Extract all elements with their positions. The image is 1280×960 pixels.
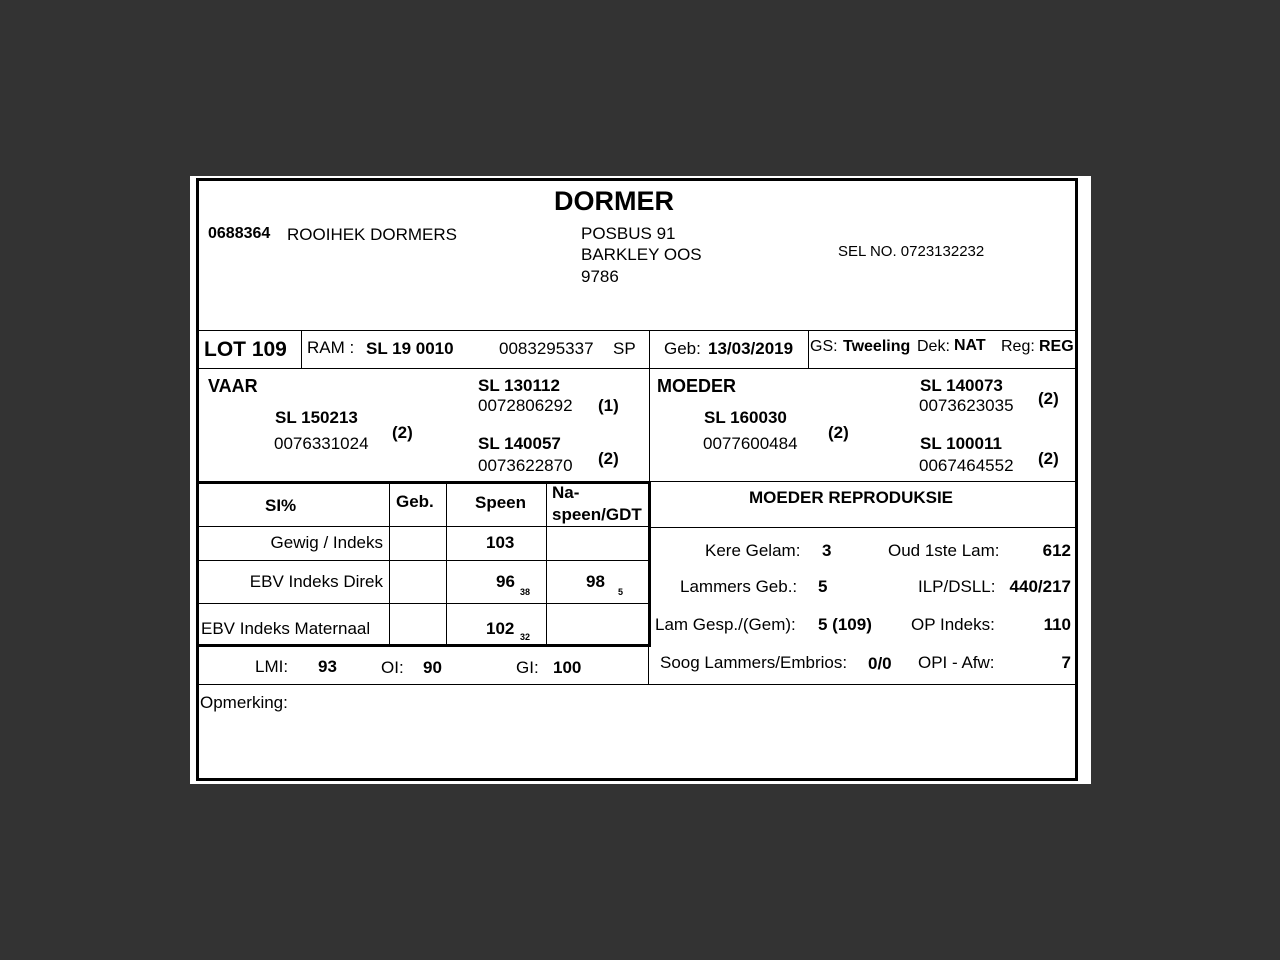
address-line-2: BARKLEY OOS xyxy=(581,245,702,264)
oud-1ste-lam-value: 612 xyxy=(1042,541,1071,560)
breeder-number: 0688364 xyxy=(208,225,271,242)
dek-label: Dek: xyxy=(917,338,950,355)
lammers-geb-value: 5 xyxy=(818,577,828,596)
divider xyxy=(199,603,649,604)
speen-accuracy: 38 xyxy=(520,587,531,597)
gi-value: 100 xyxy=(553,658,582,677)
speen-value: 96 xyxy=(496,572,515,591)
dam-sire-id: SL 140073 xyxy=(920,376,1003,395)
oi-value: 90 xyxy=(423,658,442,677)
row-label: Gewig / Indeks xyxy=(270,533,383,552)
divider xyxy=(199,330,1075,331)
divider xyxy=(389,481,390,645)
sire-sire-mark: (1) xyxy=(598,396,619,415)
opi-afw-value: 7 xyxy=(1061,653,1071,672)
divider xyxy=(649,368,650,481)
ilp-label: ILP/DSLL: xyxy=(918,577,996,596)
geb-header: Geb. xyxy=(396,492,434,511)
si-table-bottom xyxy=(199,644,651,647)
sel-number: SEL NO. 0723132232 xyxy=(838,243,985,260)
divider xyxy=(199,684,1075,685)
address-line-1: POSBUS 91 xyxy=(581,224,676,243)
naspeen-value: 98 xyxy=(586,572,605,591)
sire-mark: (2) xyxy=(392,423,413,442)
dam-mark: (2) xyxy=(828,423,849,442)
dam-section-label: MOEDER xyxy=(657,376,737,396)
speen-header: Speen xyxy=(475,493,527,512)
frame-top xyxy=(196,178,1078,181)
lmi-value: 93 xyxy=(318,657,337,676)
birth-date: 13/03/2019 xyxy=(708,339,794,358)
frame-bottom xyxy=(196,778,1078,781)
kere-gelam-value: 3 xyxy=(822,541,832,560)
divider xyxy=(648,481,649,684)
breeder-name: ROOIHEK DORMERS xyxy=(287,225,458,244)
divider xyxy=(446,481,447,645)
dam-dam-mark: (2) xyxy=(1038,449,1059,468)
row-label: EBV Indeks Maternaal xyxy=(201,619,371,638)
ilp-value: 440/217 xyxy=(1009,577,1071,596)
sire-section-label: VAAR xyxy=(208,376,258,396)
lam-gesp-value: 5 (109) xyxy=(818,615,872,634)
birth-date-label: Geb: xyxy=(664,339,701,358)
sire-sire-id: SL 130112 xyxy=(478,376,560,395)
divider xyxy=(808,330,809,368)
dam-dam-id: SL 100011 xyxy=(920,434,1002,453)
dek-value: NAT xyxy=(954,337,986,354)
kere-gelam-label: Kere Gelam: xyxy=(705,541,801,560)
divider xyxy=(649,527,1075,528)
lmi-label: LMI: xyxy=(255,657,289,676)
si-table-top xyxy=(199,481,651,484)
frame-right xyxy=(1075,178,1078,781)
dam-sire-mark: (2) xyxy=(1038,389,1059,408)
divider xyxy=(199,526,649,527)
naspeen-accuracy: 5 xyxy=(618,587,624,597)
opi-afw-label: OPI - Afw: xyxy=(918,653,995,672)
remarks-label: Opmerking: xyxy=(200,693,288,712)
divider xyxy=(199,560,649,561)
sire-dam-mark: (2) xyxy=(598,449,619,468)
soog-label: Soog Lammers/Embrios: xyxy=(660,653,848,672)
speen-value: 102 xyxy=(486,619,515,638)
frame-left xyxy=(196,178,199,781)
divider xyxy=(301,330,302,368)
sire-sire-code: 0072806292 xyxy=(478,396,573,415)
speen-accuracy: 32 xyxy=(520,632,531,642)
ram-id: SL 19 0010 xyxy=(366,339,454,358)
divider xyxy=(546,481,547,645)
sire-dam-code: 0073622870 xyxy=(478,456,573,475)
lot-card xyxy=(190,176,1091,784)
si-header: SI% xyxy=(265,496,297,515)
lot-number: LOT 109 xyxy=(204,338,287,361)
address-line-3: 9786 xyxy=(581,267,619,286)
divider xyxy=(199,368,1075,369)
dam-code: 0077600484 xyxy=(703,434,798,453)
gi-label: GI: xyxy=(516,658,539,677)
reg-label: Reg: xyxy=(1001,338,1035,355)
op-indeks-value: 110 xyxy=(1043,615,1071,634)
naspeen-header-line1: Na- xyxy=(552,483,580,502)
lammers-geb-label: Lammers Geb.: xyxy=(680,577,798,596)
ram-label: RAM : xyxy=(307,338,355,357)
dam-id: SL 160030 xyxy=(704,408,787,427)
gs-value: Tweeling xyxy=(843,338,911,355)
gs-label: GS: xyxy=(810,338,838,355)
ram-code: 0083295337 xyxy=(499,339,594,358)
lam-gesp-label: Lam Gesp./(Gem): xyxy=(655,615,796,634)
sire-code: 0076331024 xyxy=(274,434,369,453)
row-label: EBV Indeks Direk xyxy=(249,572,383,591)
op-indeks-label: OP Indeks: xyxy=(911,615,995,634)
breed-title: DORMER xyxy=(554,186,674,216)
reproduction-title: MOEDER REPRODUKSIE xyxy=(749,488,954,507)
sire-id: SL 150213 xyxy=(275,408,358,427)
dam-dam-code: 0067464552 xyxy=(919,456,1014,475)
oud-1ste-lam-label: Oud 1ste Lam: xyxy=(888,541,1000,560)
sire-dam-id: SL 140057 xyxy=(478,434,561,453)
naspeen-header-line2: speen/GDT xyxy=(552,505,642,524)
speen-value: 103 xyxy=(486,533,515,552)
divider xyxy=(649,330,650,368)
oi-label: OI: xyxy=(381,658,404,677)
dam-sire-code: 0073623035 xyxy=(919,396,1014,415)
soog-value: 0/0 xyxy=(868,654,892,673)
ram-suffix: SP xyxy=(613,339,636,358)
reg-value: REG xyxy=(1039,338,1074,355)
